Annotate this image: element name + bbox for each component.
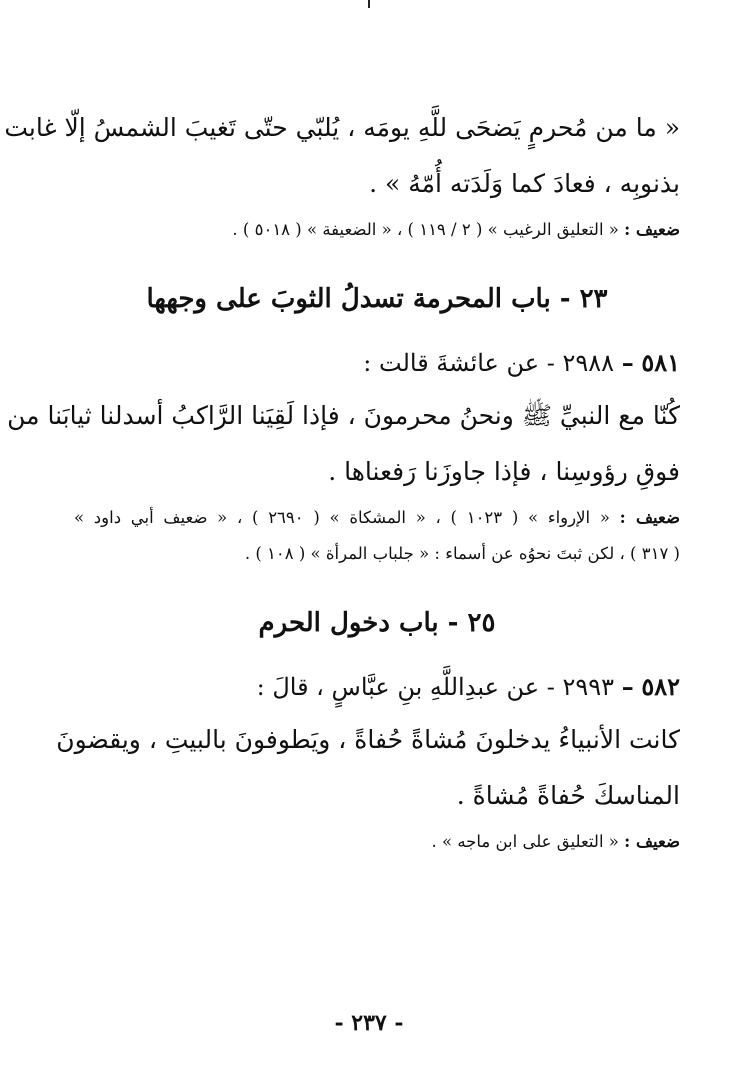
grade-text: « التعليق الرغيب » ( ٢ / ١١٩ ) ، « الضعيفة » ( ٥٠١٨ ) .: [232, 220, 619, 239]
text-line: فوقِ رؤوسِنا ، فإذا جاوزَنا رَفعناها .: [328, 457, 680, 486]
grade-label: ضعيف :: [619, 508, 680, 527]
grade-citation: [74, 500, 680, 572]
text-line: بذنوبِه ، فعادَ كما وَلَدَته أُمّهُ » .: [369, 169, 680, 198]
text-line: كُنّا مع النبيِّ ﷺ ونحنُ محرمونَ ، فإذا لَقِيَنا الرَّاكبُ أسدلنا ثيابَنا من: [7, 401, 680, 430]
grade-citation: [74, 212, 680, 248]
hadith-text: [7, 388, 680, 500]
grade-label: ضعيف :: [624, 832, 680, 851]
hadith-number-line: [74, 338, 680, 388]
grade-text: ( ٣١٧ ) ، لكن ثبتَ نحوُه عن أسماء : « جلباب المرأة » ( ١٠٨ ) .: [244, 544, 680, 563]
text-line: المناسكَ حُفاةً مُشاةً .: [456, 781, 680, 810]
chapter-heading: ٢٥ - باب دخول الحرم: [258, 608, 496, 638]
hadith-number: ٥٨١: [641, 348, 680, 377]
grade-label: ضعيف :: [624, 220, 680, 239]
reference-number: ٢٩٨٨: [562, 349, 615, 377]
grade-citation: [74, 824, 680, 860]
hadith-number: ٥٨٢: [641, 672, 680, 701]
page-number: - ٢٣٧ -: [334, 1010, 404, 1036]
narrator: - عن عبدِاللَّهِ بنِ عبَّاسٍ ، قالَ :: [256, 673, 555, 701]
top-margin-mark: [368, 0, 370, 8]
number-dash: –: [621, 348, 634, 377]
text-line: « ما من مُحرمٍ يَضحَى للَّهِ يومَه ، يُلبّي حتّى تَغيبَ الشمسُ إلّا غابت: [4, 113, 680, 142]
number-dash: –: [621, 672, 634, 701]
grade-text: « الإرواء » ( ١٠٢٣ ) ، « المشكاة » ( ٢٦٩٠ ) ، « ضعيف أبي داود »: [74, 508, 610, 527]
page-content: [4, 100, 680, 860]
narrator: - عن عائشةَ قالت :: [363, 349, 555, 377]
hadith-text: [56, 712, 680, 824]
hadith-number-line: [74, 662, 680, 712]
chapter-heading: ٢٣ - باب المحرمة تسدلُ الثوبَ على وجهها: [146, 284, 608, 314]
reference-number: ٢٩٩٣: [562, 673, 615, 701]
text-line: كانت الأنبياءُ يدخلونَ مُشاةً حُفاةً ، ويَطوفونَ بالبيتِ ، ويقضونَ: [56, 725, 680, 754]
grade-text: « التعليق على ابن ماجه » .: [431, 832, 619, 851]
hadith-text: [4, 100, 680, 212]
